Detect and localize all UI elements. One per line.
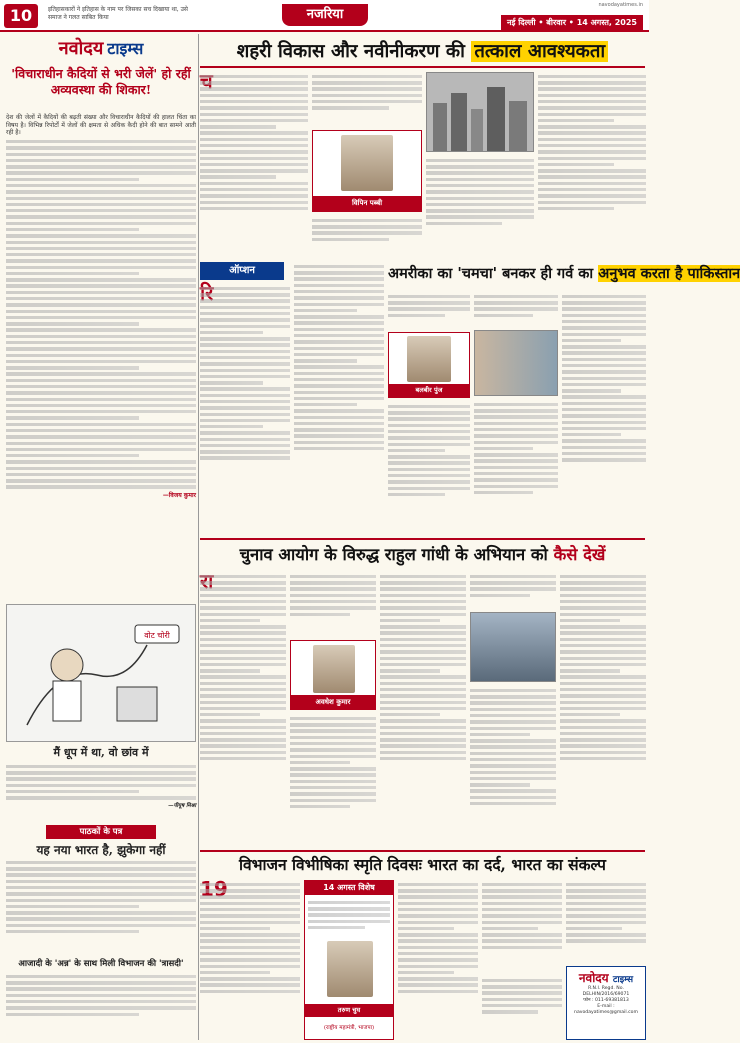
site-url: navodayatimes.in — [598, 2, 643, 8]
main-author-box — [312, 130, 422, 212]
rahul-col-2 — [290, 714, 376, 844]
partition-headline: विभाजन विभीषिका स्मृति दिवसः भारत का दर्द, भारत का संकल्प — [200, 850, 645, 876]
masthead-email: E-mail : navodayatimes@gmail.com — [574, 1004, 638, 1015]
rahul-col-1 — [200, 572, 286, 844]
partition-box-title: 14 अगस्त विशेष — [305, 881, 393, 895]
pakistan-author-name: बलबीर पुंज — [389, 384, 469, 397]
opinion-col-2 — [294, 262, 384, 532]
cartoon — [6, 604, 196, 742]
partition-col-4b — [482, 976, 562, 1040]
pakistan-author-box — [388, 332, 470, 398]
header-tagline: इतिहासकारों ने इतिहास के नाम पर जिसका सच दिखाया था, उसे समाज ने गलत साबित किया — [48, 6, 188, 21]
author-photo — [313, 645, 355, 693]
option-label: ऑप्शन — [200, 262, 284, 280]
rahul-headline-highlight: कैसे देखें — [553, 545, 606, 564]
partition-author-title: (राष्ट्रीय महामंत्री, भाजपा) — [323, 1025, 375, 1031]
pakistan-col-1 — [388, 402, 470, 532]
masthead-phone: फोन : 011-69381813 — [583, 998, 629, 1003]
letter2-headline: आजादी के 'अन्न' के साथ मिली विभाजन की 'त्रासदी' — [18, 959, 184, 969]
editorial-lead: देश की जेलों में कैदियों की बढ़ती संख्या और विचाराधीन कैदियों की हालत चिंता का विषय है। विभिन्न रिपोर्टों में जेलों की क्षमता से अधिक कैदी होने की बात सामने आती रही है। — [6, 114, 196, 137]
pakistan-headline-text: अमरीका का 'चमचा' बनकर ही गर्व का — [388, 265, 599, 282]
rahul-author-name: अवधेश कुमार — [291, 695, 375, 709]
masthead-logo — [567, 969, 645, 986]
editorial-byline: —विजय कुमार — [162, 491, 196, 499]
poem-author: —पीयूष मिश्रा — [168, 802, 196, 809]
pakistan-headline-highlight: अनुभव करता है पाकिस्तान — [598, 265, 740, 282]
rahul-headline-text: चुनाव आयोग के विरुद्ध राहुल गांधी के अभियान को — [239, 545, 554, 564]
masthead-rni: R.N.I. Regd. No. DELHIN/2016/69071 — [582, 986, 630, 997]
pakistan-photo — [474, 330, 558, 396]
page-number: 10 — [4, 4, 38, 28]
pakistan-col-2 — [474, 400, 558, 532]
section-title: नजरिया — [282, 4, 368, 26]
main-story-col-4 — [538, 72, 646, 256]
partition-col-5 — [566, 880, 646, 962]
opinion-col-1 — [200, 284, 290, 532]
poem-body — [6, 762, 196, 820]
rahul-col-4 — [470, 686, 556, 844]
main-author-name: विपिन पब्बी — [313, 196, 421, 211]
brand-logo — [6, 36, 196, 62]
letter2-body — [6, 972, 196, 1038]
column-rule — [198, 34, 199, 1040]
rahul-photo — [470, 612, 556, 682]
rahul-col-2-top — [290, 572, 376, 636]
editorial-body — [6, 114, 196, 599]
city-photo — [426, 72, 534, 152]
editorial-headline: 'विचाराधीन कैदियों से भरी जेलें' हो रहीं अव्यवस्था की शिकार! — [11, 66, 191, 97]
rahul-col-3 — [380, 572, 466, 844]
poem-title: मैं धूप में था, वो छांव में — [53, 746, 149, 759]
main-story-col-2b — [312, 216, 422, 256]
pakistan-col-3 — [562, 292, 646, 532]
partition-col-4 — [482, 880, 562, 972]
partition-col-1 — [200, 880, 300, 1040]
partition-author-name: तरुण चुघ — [305, 1004, 393, 1017]
rahul-author-box — [290, 640, 376, 710]
page-header — [0, 0, 649, 32]
cartoon-caption: वोट चोरी — [144, 631, 170, 640]
pakistan-col-2-top — [474, 292, 558, 328]
cartoon-drawing — [7, 605, 195, 741]
dateline: नई दिल्ली • बीरवार • 14 अगस्त, 2025 — [501, 15, 643, 30]
pakistan-col-1-top — [388, 292, 470, 330]
main-headline-text: शहरी विकास और नवीनीकरण की — [236, 41, 472, 62]
masthead-name-en: टाइम्स — [612, 975, 634, 985]
letter-headline: यह नया भारत है, झुकेगा नहीं — [36, 843, 166, 857]
letter-body — [6, 858, 196, 956]
rahul-col-5 — [560, 572, 646, 844]
rahul-headline — [200, 538, 645, 568]
rahul-col-4-top — [470, 572, 556, 608]
main-story-col-3 — [426, 156, 534, 256]
main-headline — [200, 36, 645, 68]
partition-feature-box — [304, 880, 394, 1040]
main-headline-highlight: तत्काल आवश्यकता — [471, 41, 608, 62]
brand-hi: नवोदय — [58, 38, 104, 59]
author-photo — [341, 135, 393, 191]
partition-col-3 — [398, 880, 478, 1040]
pakistan-headline — [388, 262, 740, 286]
main-story-col-1 — [200, 72, 308, 256]
brand-en: टाइम्स — [107, 39, 144, 58]
author-photo — [327, 941, 373, 997]
author-photo — [407, 336, 451, 382]
masthead-box — [566, 966, 646, 1040]
masthead-name-hi: नवोदय — [578, 971, 609, 985]
letters-section-label: पाठकों के पत्र — [46, 825, 156, 839]
